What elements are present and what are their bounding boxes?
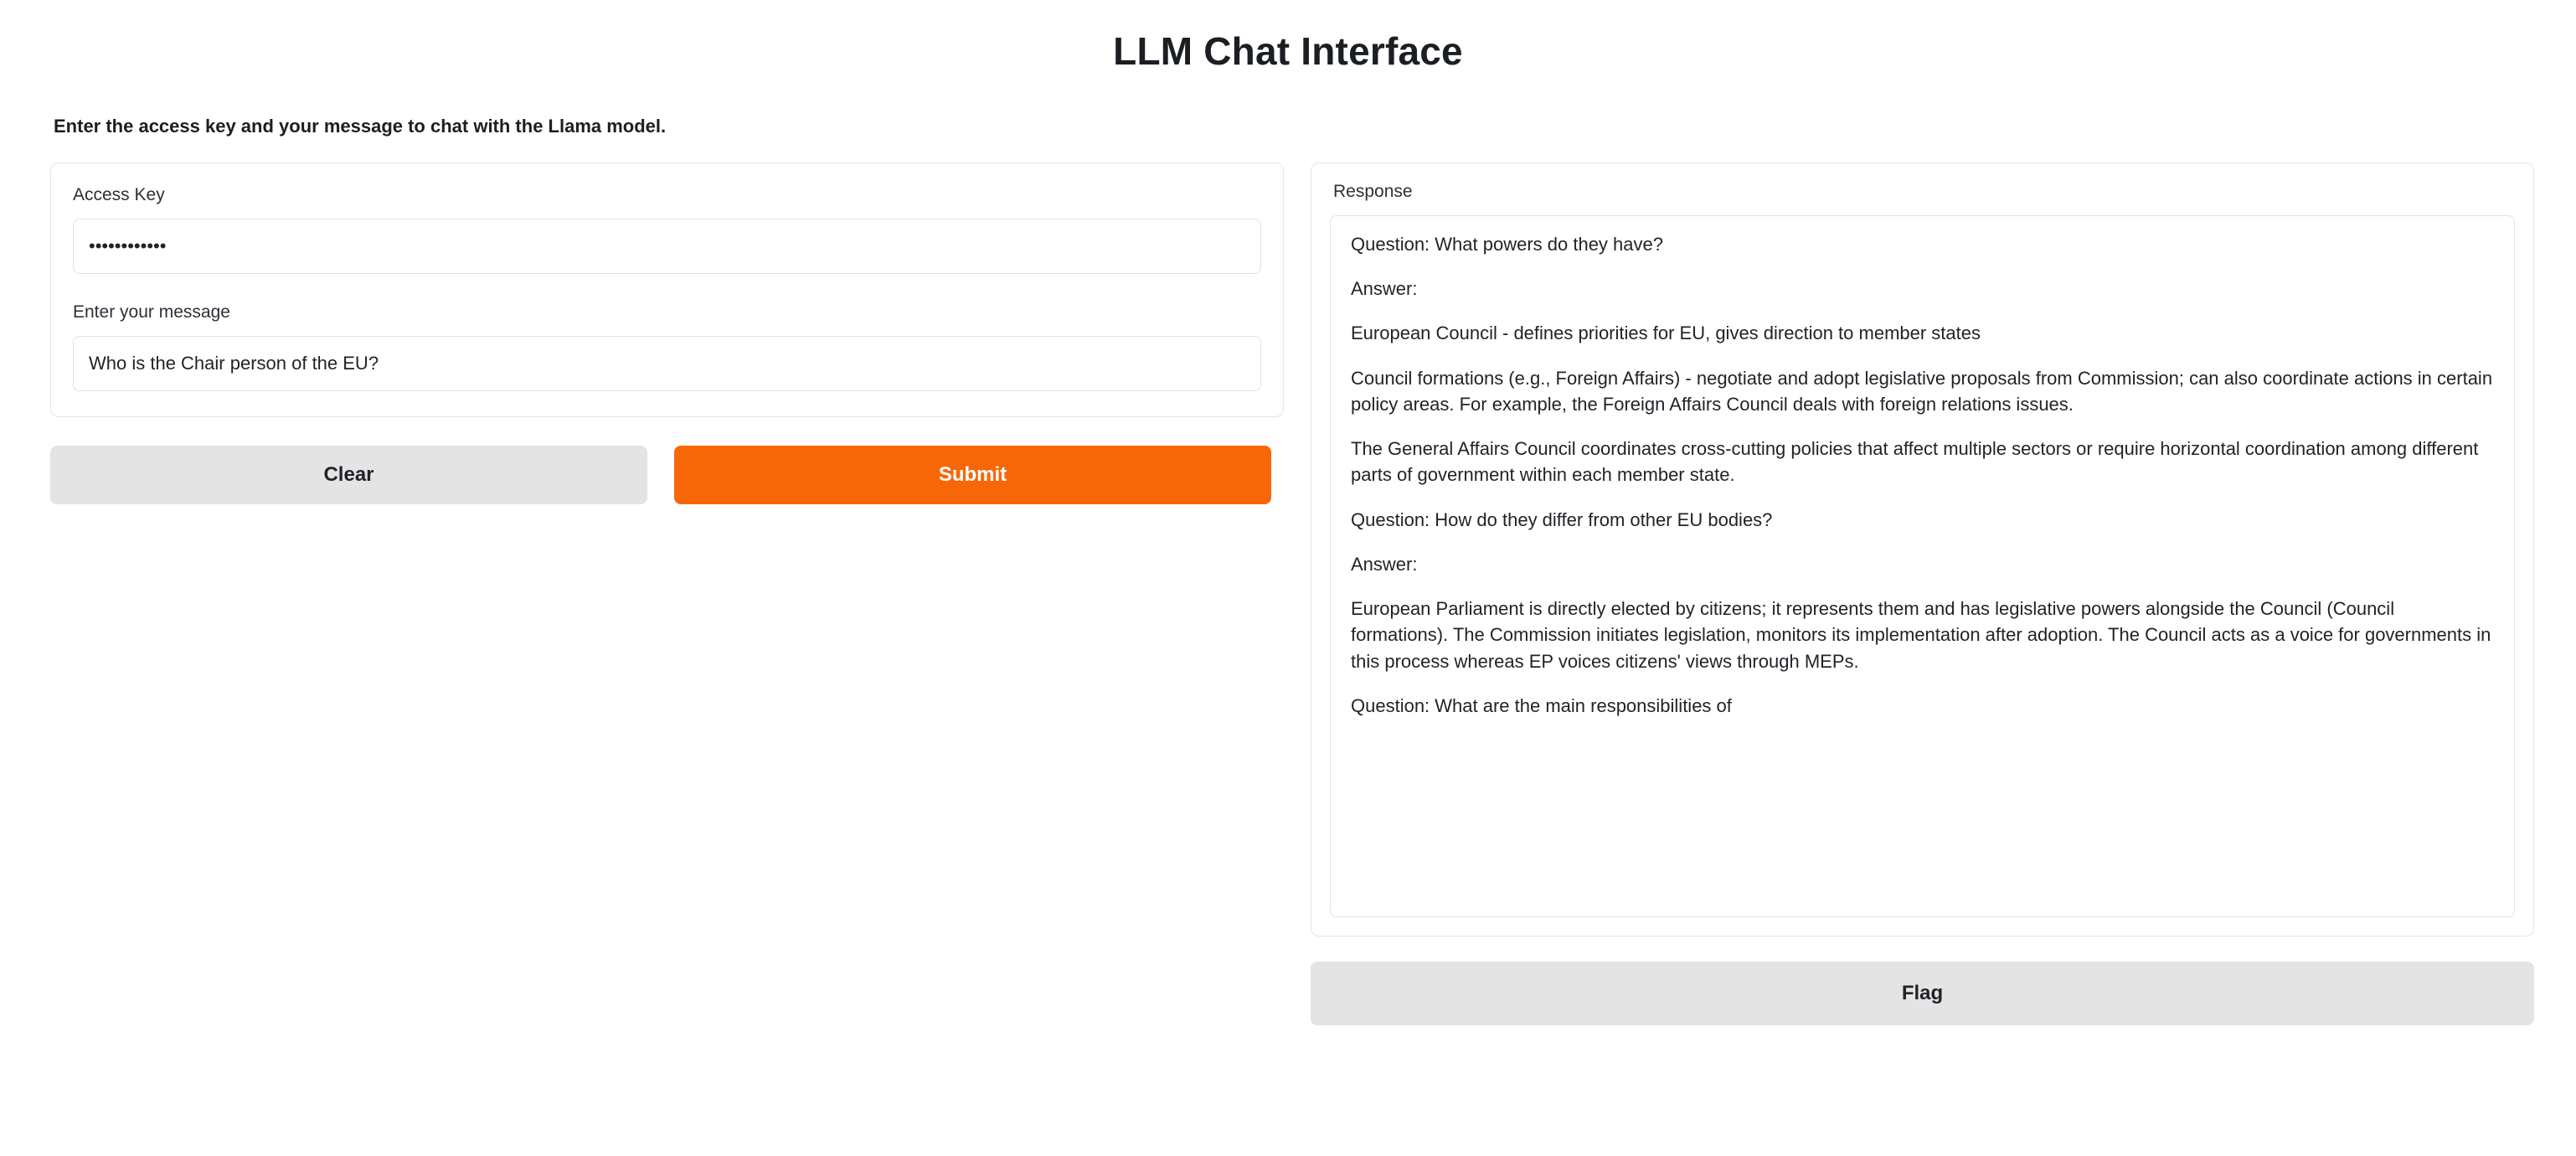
action-buttons bbox=[50, 446, 1284, 504]
main-columns bbox=[50, 163, 2526, 1025]
response-paragraph: European Parliament is directly elected by citizens; it represents them and has legislative powers alongside the Council (Council formations). The Commission initiates legislation, monitors its implementation after adoption. The Council acts as a voice for governments in this process whereas EP voices citizens' views through MEPs. bbox=[1351, 598, 2491, 672]
response-paragraph: Answer: bbox=[1351, 553, 1418, 575]
page-root bbox=[0, 28, 2576, 1025]
response-textarea[interactable] bbox=[1330, 215, 2515, 917]
clear-button[interactable]: Clear bbox=[50, 446, 647, 504]
flag-button[interactable]: Flag bbox=[1311, 962, 2534, 1025]
input-column bbox=[50, 163, 1284, 504]
message-label: Enter your message bbox=[73, 302, 230, 322]
message-input[interactable] bbox=[73, 336, 1261, 391]
page-subtitle: Enter the access key and your message to chat with the Llama model. bbox=[54, 116, 667, 137]
response-paragraph: Council formations (e.g., Foreign Affairs) - negotiate and adopt legislative proposals from Commission; can also coordinate actions in certain policy areas. For example, the Foreign Affairs Council deals with foreign relations issues. bbox=[1351, 367, 2493, 415]
page-title: LLM Chat Interface bbox=[1113, 29, 1463, 73]
response-paragraph: European Council - defines priorities for EU, gives direction to member states bbox=[1351, 323, 1981, 344]
response-paragraph: Question: What powers do they have? bbox=[1351, 234, 1663, 255]
input-panel bbox=[50, 163, 1284, 417]
response-paragraph: Question: How do they differ from other EU bodies? bbox=[1351, 508, 1773, 530]
submit-button[interactable]: Submit bbox=[674, 446, 1271, 504]
access-key-input[interactable] bbox=[73, 219, 1261, 274]
response-paragraph: Question: What are the main responsibilities of bbox=[1351, 694, 1732, 716]
response-panel bbox=[1311, 163, 2534, 937]
response-paragraph: The General Affairs Council coordinates cross-cutting policies that affect multiple sectors or require horizontal coordination among different parts of government within each member state. bbox=[1351, 438, 2479, 486]
access-key-label: Access Key bbox=[73, 185, 165, 204]
response-column bbox=[1311, 163, 2534, 1025]
response-paragraph: Answer: bbox=[1351, 278, 1418, 300]
response-label: Response bbox=[1333, 182, 1413, 201]
field-spacer bbox=[73, 274, 1261, 302]
